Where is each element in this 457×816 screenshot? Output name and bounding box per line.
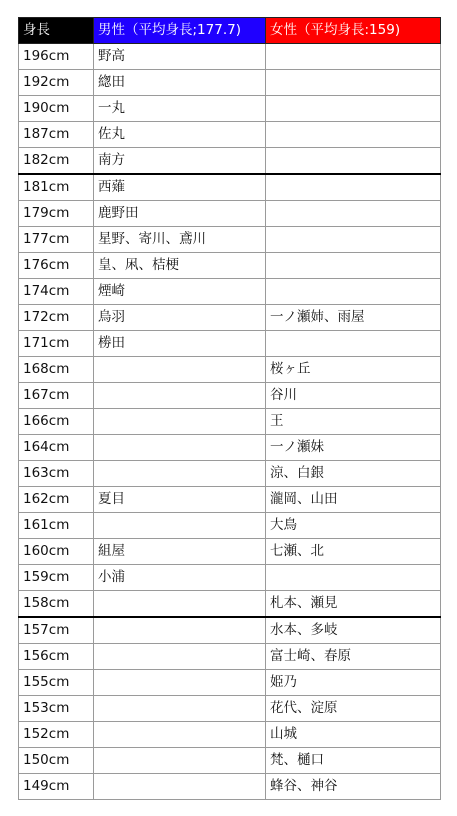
- cell-male[interactable]: 烏羽: [94, 305, 266, 331]
- cell-height[interactable]: 157cm: [19, 617, 94, 644]
- cell-height[interactable]: 166cm: [19, 409, 94, 435]
- cell-male[interactable]: 緫田: [94, 70, 266, 96]
- cell-male[interactable]: 星野、寄川、鳶川: [94, 227, 266, 253]
- cell-female[interactable]: [266, 565, 441, 591]
- cell-height[interactable]: 190cm: [19, 96, 94, 122]
- table-row: [19, 305, 441, 331]
- cell-male[interactable]: 皇、凩、桔梗: [94, 253, 266, 279]
- cell-male[interactable]: [94, 696, 266, 722]
- table-row: [19, 148, 441, 175]
- cell-female[interactable]: 桜ヶ丘: [266, 357, 441, 383]
- table-row: [19, 565, 441, 591]
- cell-female[interactable]: 蜂谷、神谷: [266, 774, 441, 800]
- cell-height[interactable]: 159cm: [19, 565, 94, 591]
- cell-female[interactable]: 大鳥: [266, 513, 441, 539]
- cell-height[interactable]: 152cm: [19, 722, 94, 748]
- cell-male[interactable]: [94, 461, 266, 487]
- header-female[interactable]: 女性（平均身長:159): [266, 18, 441, 44]
- cell-female[interactable]: 梵、樋口: [266, 748, 441, 774]
- table-row: [19, 774, 441, 800]
- cell-male[interactable]: [94, 513, 266, 539]
- table-row: [19, 279, 441, 305]
- cell-height[interactable]: 153cm: [19, 696, 94, 722]
- cell-female[interactable]: 七瀬、北: [266, 539, 441, 565]
- table-row: [19, 253, 441, 279]
- table-row: [19, 122, 441, 148]
- cell-female[interactable]: [266, 201, 441, 227]
- cell-female[interactable]: 谷川: [266, 383, 441, 409]
- cell-height[interactable]: 174cm: [19, 279, 94, 305]
- cell-height[interactable]: 161cm: [19, 513, 94, 539]
- header-male[interactable]: 男性（平均身長;177.7): [94, 18, 266, 44]
- cell-female[interactable]: 一ノ瀬妹: [266, 435, 441, 461]
- cell-male[interactable]: [94, 670, 266, 696]
- cell-height[interactable]: 167cm: [19, 383, 94, 409]
- cell-male[interactable]: [94, 409, 266, 435]
- cell-female[interactable]: 瀧岡、山田: [266, 487, 441, 513]
- cell-female[interactable]: [266, 44, 441, 70]
- cell-male[interactable]: [94, 591, 266, 618]
- cell-female[interactable]: 札本、瀬見: [266, 591, 441, 618]
- cell-male[interactable]: 南方: [94, 148, 266, 175]
- table-row: [19, 174, 441, 201]
- table-row: [19, 591, 441, 618]
- cell-female[interactable]: 花代、淀原: [266, 696, 441, 722]
- cell-male[interactable]: [94, 357, 266, 383]
- cell-height[interactable]: 160cm: [19, 539, 94, 565]
- table-row: [19, 487, 441, 513]
- cell-height[interactable]: 158cm: [19, 591, 94, 618]
- table-row: [19, 357, 441, 383]
- cell-female[interactable]: [266, 279, 441, 305]
- table-row: [19, 227, 441, 253]
- cell-female[interactable]: 涼、白銀: [266, 461, 441, 487]
- table-row: [19, 722, 441, 748]
- cell-height[interactable]: 182cm: [19, 148, 94, 175]
- cell-male[interactable]: 西薙: [94, 174, 266, 201]
- cell-female[interactable]: [266, 227, 441, 253]
- cell-male[interactable]: 椦田: [94, 331, 266, 357]
- table-body: [19, 18, 441, 800]
- cell-height[interactable]: 171cm: [19, 331, 94, 357]
- cell-male[interactable]: 一丸: [94, 96, 266, 122]
- table-row: [19, 539, 441, 565]
- cell-height[interactable]: 162cm: [19, 487, 94, 513]
- cell-height[interactable]: 176cm: [19, 253, 94, 279]
- cell-female[interactable]: [266, 96, 441, 122]
- cell-height[interactable]: 177cm: [19, 227, 94, 253]
- cell-height[interactable]: 181cm: [19, 174, 94, 201]
- cell-female[interactable]: [266, 253, 441, 279]
- table-row: [19, 670, 441, 696]
- table-row: [19, 513, 441, 539]
- cell-male[interactable]: [94, 383, 266, 409]
- cell-male[interactable]: 煙崎: [94, 279, 266, 305]
- cell-height[interactable]: 164cm: [19, 435, 94, 461]
- cell-female[interactable]: [266, 331, 441, 357]
- table-row: [19, 748, 441, 774]
- cell-height[interactable]: 163cm: [19, 461, 94, 487]
- table-row: [19, 331, 441, 357]
- cell-male[interactable]: 組屋: [94, 539, 266, 565]
- table-row: [19, 409, 441, 435]
- cell-height[interactable]: 156cm: [19, 644, 94, 670]
- cell-male[interactable]: [94, 435, 266, 461]
- cell-height[interactable]: 196cm: [19, 44, 94, 70]
- cell-female[interactable]: [266, 148, 441, 175]
- cell-female[interactable]: [266, 70, 441, 96]
- table-row: [19, 696, 441, 722]
- cell-female[interactable]: 山城: [266, 722, 441, 748]
- table-row: [19, 201, 441, 227]
- cell-height[interactable]: 155cm: [19, 670, 94, 696]
- cell-height[interactable]: 149cm: [19, 774, 94, 800]
- table-row: [19, 617, 441, 644]
- cell-male[interactable]: [94, 617, 266, 644]
- table-row: [19, 461, 441, 487]
- cell-height[interactable]: 192cm: [19, 70, 94, 96]
- cell-female[interactable]: 水本、多岐: [266, 617, 441, 644]
- cell-height[interactable]: 150cm: [19, 748, 94, 774]
- cell-height[interactable]: 187cm: [19, 122, 94, 148]
- table-row: [19, 96, 441, 122]
- cell-height[interactable]: 172cm: [19, 305, 94, 331]
- header-height[interactable]: 身長: [19, 18, 94, 44]
- cell-female[interactable]: 一ノ瀬姉、雨屋: [266, 305, 441, 331]
- cell-female[interactable]: [266, 174, 441, 201]
- height-table: [18, 17, 441, 800]
- table-row: [19, 383, 441, 409]
- cell-male[interactable]: [94, 748, 266, 774]
- cell-male[interactable]: [94, 644, 266, 670]
- cell-male[interactable]: 佐丸: [94, 122, 266, 148]
- cell-female[interactable]: 姫乃: [266, 670, 441, 696]
- cell-male[interactable]: [94, 722, 266, 748]
- cell-male[interactable]: 夏目: [94, 487, 266, 513]
- cell-female[interactable]: [266, 122, 441, 148]
- header-row: [19, 18, 441, 44]
- cell-female[interactable]: 王: [266, 409, 441, 435]
- table-row: [19, 435, 441, 461]
- table-row: [19, 70, 441, 96]
- cell-male[interactable]: [94, 774, 266, 800]
- table-row: [19, 644, 441, 670]
- cell-height[interactable]: 179cm: [19, 201, 94, 227]
- cell-height[interactable]: 168cm: [19, 357, 94, 383]
- cell-male[interactable]: 鹿野田: [94, 201, 266, 227]
- cell-male[interactable]: 小浦: [94, 565, 266, 591]
- cell-female[interactable]: 富士崎、春原: [266, 644, 441, 670]
- cell-male[interactable]: 野高: [94, 44, 266, 70]
- table-row: [19, 44, 441, 70]
